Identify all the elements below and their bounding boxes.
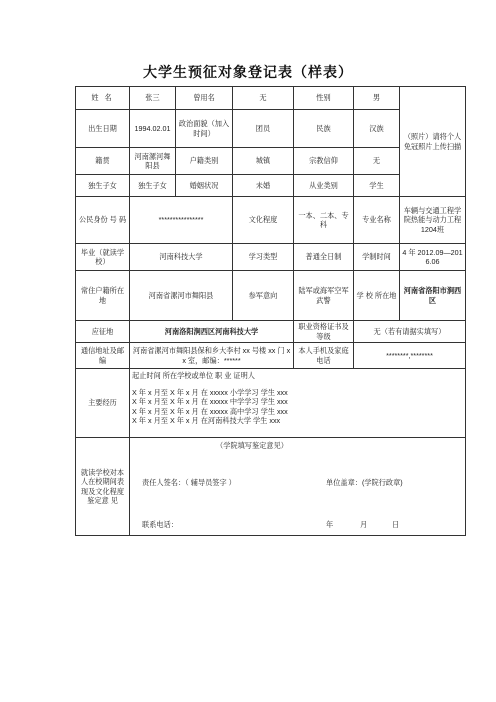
- cert-label: 职业资格证书及等级: [294, 321, 354, 343]
- politics-label: 政治面貌（加入时间）: [176, 110, 233, 148]
- marital-value: 未婚: [233, 175, 294, 197]
- study-time-label: 学制时间: [354, 244, 400, 271]
- enlist-value: 陆军或海军空军武警: [294, 271, 354, 321]
- resume-line: X 年 x 月至 X 年 x 月 在 xxxxx 小学学习 学生 xxx: [132, 387, 288, 397]
- hukou-value: 城镇: [233, 148, 294, 175]
- school-label: 毕业（就读学校）: [76, 244, 130, 271]
- job-type-value: 学生: [354, 175, 400, 197]
- former-name-label: 曾用名: [176, 87, 233, 110]
- id-label: 公民身份 号 码: [76, 197, 130, 244]
- resume-line: X 年 x 月至 X 年 x 月 在 xxxxx 高中学习 学生 xxx: [132, 406, 288, 416]
- hukou-label: 户籍类别: [176, 148, 233, 175]
- opinion-content: [130, 438, 466, 536]
- enlist-label: 参军意向: [233, 271, 294, 321]
- id-value: ****************: [130, 197, 233, 244]
- name-value: 张三: [130, 87, 176, 110]
- signer-field: 责任人签名：（ 辅导员签字 ）: [142, 478, 236, 487]
- opinion-note: （学院填写鉴定意见）: [216, 441, 288, 450]
- ethnic-label: 民族: [294, 110, 354, 148]
- date-day: 日: [392, 520, 400, 529]
- gender-value: 男: [354, 87, 400, 110]
- residence-value: 河南省漯河市舞阳县: [130, 271, 233, 321]
- job-type-label: 从业类别: [294, 175, 354, 197]
- religion-value: 无: [354, 148, 400, 175]
- study-type-value: 普通全日制: [294, 244, 354, 271]
- study-time-value: 4 年 2012.09—2016.06: [400, 244, 466, 271]
- school-location-label: 学 校 所在地: [354, 271, 400, 321]
- registration-table: [75, 86, 466, 536]
- opinion-label: 就读学校对本人在校期间表现及文化程度鉴定意 见: [76, 438, 130, 536]
- former-name-value: 无: [233, 87, 294, 110]
- enlist-place-value: 河南洛阳涧西区河南科技大学: [130, 321, 294, 343]
- gender-label: 性别: [294, 87, 354, 110]
- politics-value: 团员: [233, 110, 294, 148]
- native-value: 河南漯河舞阳县: [130, 148, 176, 175]
- native-label: 籍贯: [76, 148, 130, 175]
- major-value: 车辆与交通工程学院热能与动力工程1204班: [400, 197, 466, 244]
- contact-phone-field: 联系电话：: [142, 520, 178, 529]
- major-label: 专业名称: [354, 197, 400, 244]
- school-value: 河南科技大学: [130, 244, 233, 271]
- resume-line: X 年 x 月至 X 年 x 月 在河南科技大学 学生 xxx: [132, 416, 281, 425]
- address-label: 通信地址及邮编: [76, 343, 130, 369]
- school-location-value: 河南省洛阳市涧西区: [400, 271, 466, 321]
- seal-field: 单位盖章：(学院行政章): [326, 478, 403, 487]
- resume-content: [130, 369, 466, 438]
- date-month: 月: [360, 520, 368, 529]
- photo-cell: （照片）请将个人免冠照片上传扫描: [400, 87, 466, 197]
- edu-value: 一本、二本、专科: [294, 197, 354, 244]
- residence-label: 常住户籍所在地: [76, 271, 130, 321]
- name-label: 姓 名: [76, 87, 130, 110]
- date-year: 年: [326, 520, 334, 529]
- resume-line: X 年 x 月至 X 年 x 月 在 xxxxx 中学学习 学生 xxx: [132, 397, 288, 406]
- only-child-label: 独生子女: [76, 175, 130, 197]
- resume-label: 主要经历: [76, 369, 130, 438]
- address-value: 河南省漯河市舞阳县保和乡大李村 xx 号楼 xx 门 xx 室，邮编：******: [130, 343, 294, 369]
- study-type-label: 学习类型: [233, 244, 294, 271]
- resume-header: 起止时间 所在学校或单位 职 业 证明人: [132, 371, 255, 380]
- phone-label: 本人手机及家庭电话: [294, 343, 354, 369]
- marital-label: 婚姻状况: [176, 175, 233, 197]
- birth-label: 出生日期: [76, 110, 130, 148]
- phone-value: ********,********: [354, 343, 466, 369]
- edu-label: 文化程度: [233, 197, 294, 244]
- page-title: 大学生预征对象登记表（样表）: [143, 64, 353, 80]
- enlist-place-label: 应征地: [76, 321, 130, 343]
- only-child-value: 独生子女: [130, 175, 176, 197]
- ethnic-value: 汉族: [354, 110, 400, 148]
- cert-value: 无（若有请据实填写）: [354, 321, 466, 343]
- birth-value: 1994.02.01: [130, 110, 176, 148]
- religion-label: 宗教信仰: [294, 148, 354, 175]
